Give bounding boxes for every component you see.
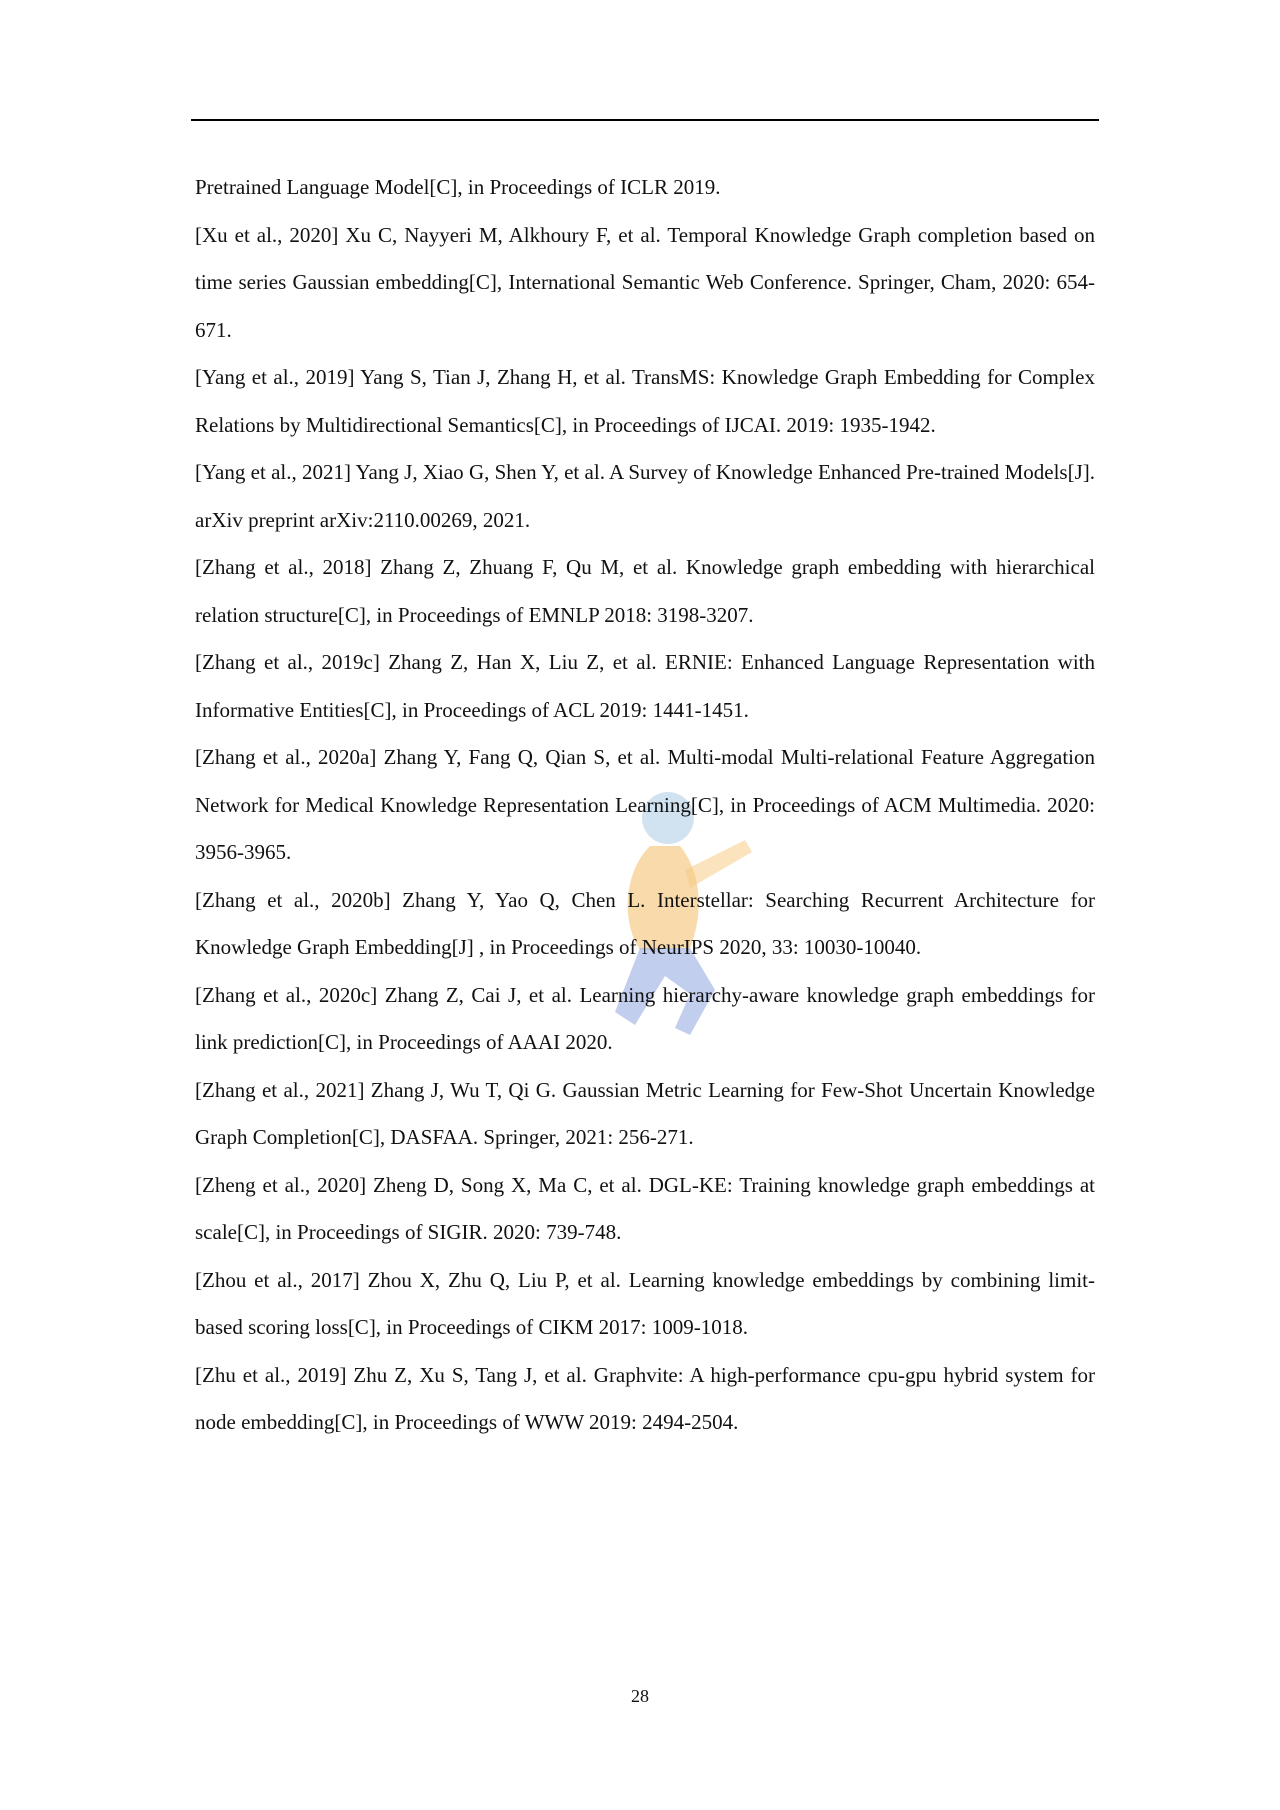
- reference-list: [195, 164, 1095, 1447]
- reference-entry: [Yang et al., 2021] Yang J, Xiao G, Shen Y, et al. A Survey of Knowledge Enhanced Pre-trained Models[J]. arXiv preprint arXiv:2110.00269, 2021.: [195, 460, 1095, 532]
- reference-entry: [Zhang et al., 2019c] Zhang Z, Han X, Liu Z, et al. ERNIE: Enhanced Language Representation with Informative Entities[C], in Proceedings of ACL 2019: 1441-1451.: [195, 650, 1095, 722]
- header-rule: [191, 119, 1099, 121]
- page-number: 28: [631, 1686, 649, 1706]
- reference-entry: [Yang et al., 2019] Yang S, Tian J, Zhang H, et al. TransMS: Knowledge Graph Embedding for Complex Relations by Multidirectional Semantics[C], in Proceedings of IJCAI. 2019: 1935-1942.: [195, 365, 1095, 437]
- reference-entry: Pretrained Language Model[C], in Proceedings of ICLR 2019.: [195, 175, 721, 199]
- reference-entry: [Zhang et al., 2020a] Zhang Y, Fang Q, Qian S, et al. Multi-modal Multi-relational Feature Aggregation Network for Medical Knowledge Representation Learning[C], in Proceedings of ACM Multimedia. 2020: 3956-3965.: [195, 745, 1095, 864]
- reference-entry: [Zhou et al., 2017] Zhou X, Zhu Q, Liu P, et al. Learning knowledge embeddings by combining limit-based scoring loss[C], in Proceedings of CIKM 2017: 1009-1018.: [195, 1267, 1095, 1339]
- reference-entry: [Zhang et al., 2018] Zhang Z, Zhuang F, Qu M, et al. Knowledge graph embedding with hierarchical relation structure[C], in Proceedings of EMNLP 2018: 3198-3207.: [195, 555, 1095, 627]
- reference-entry: [Zhang et al., 2021] Zhang J, Wu T, Qi G. Gaussian Metric Learning for Few-Shot Uncertain Knowledge Graph Completion[C], DASFAA. Springer, 2021: 256-271.: [195, 1077, 1095, 1149]
- reference-entry: [Zhang et al., 2020c] Zhang Z, Cai J, et al. Learning hierarchy-aware knowledge graph embeddings for link prediction[C], in Proceedings of AAAI 2020.: [195, 982, 1095, 1054]
- reference-entry: [Zhang et al., 2020b] Zhang Y, Yao Q, Chen L. Interstellar: Searching Recurrent Architecture for Knowledge Graph Embedding[J] , in Proceedings of NeurIPS 2020, 33: 10030-10040.: [195, 887, 1095, 959]
- reference-entry: [Xu et al., 2020] Xu C, Nayyeri M, Alkhoury F, et al. Temporal Knowledge Graph completion based on time series Gaussian embedding[C], International Semantic Web Conference. Springer, Cham, 2020: 654-671.: [195, 222, 1095, 342]
- reference-entry: [Zheng et al., 2020] Zheng D, Song X, Ma C, et al. DGL-KE: Training knowledge graph embeddings at scale[C], in Proceedings of SIGIR. 2020: 739-748.: [195, 1172, 1095, 1244]
- reference-entry: [Zhu et al., 2019] Zhu Z, Xu S, Tang J, et al. Graphvite: A high-performance cpu-gpu hybrid system for node embedding[C], in Proceedings of WWW 2019: 2494-2504.: [195, 1362, 1095, 1434]
